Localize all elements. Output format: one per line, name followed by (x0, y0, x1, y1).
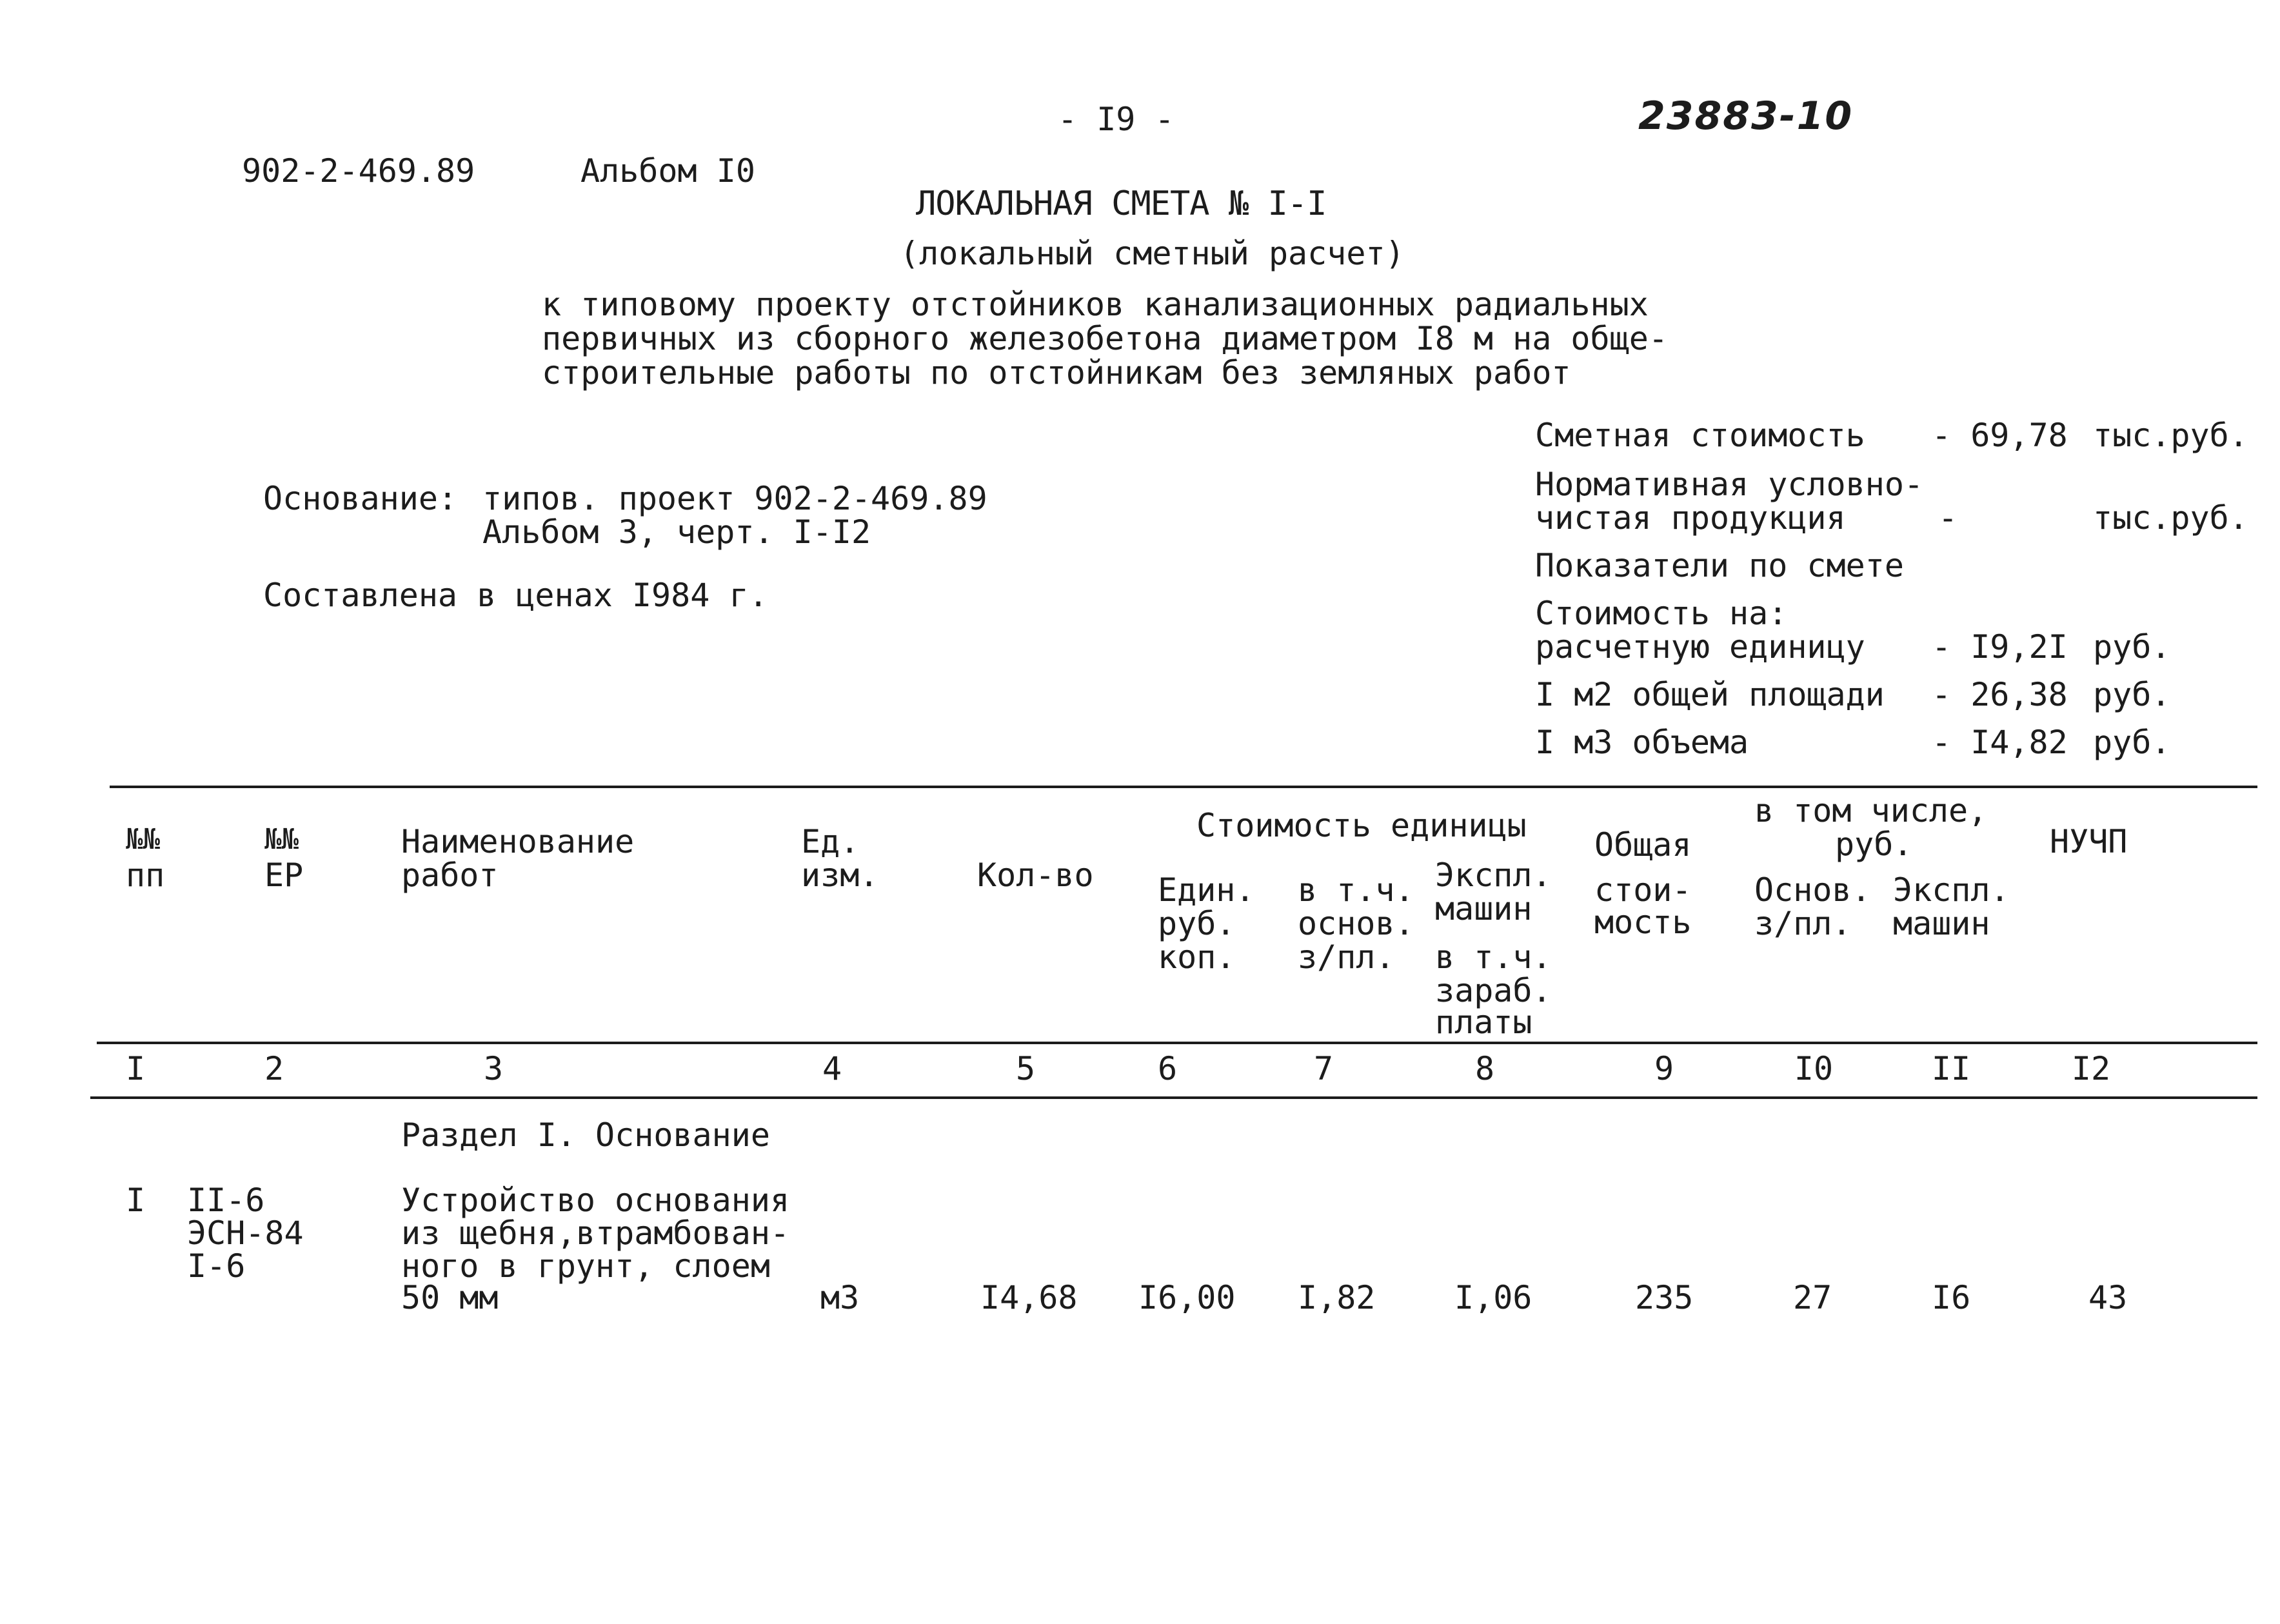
col3-header-line-2: работ (401, 857, 499, 894)
col8-header-line-1: Экспл. (1435, 857, 1552, 894)
row-er-line-2: ЭСН-84 (187, 1214, 304, 1252)
row-number: I (126, 1182, 146, 1219)
row-total-machines: I6 (1932, 1279, 1971, 1316)
normative-label-line-2: чистая продукция (1535, 499, 1846, 537)
col7-header-line-1: в т.ч. (1298, 871, 1414, 909)
normative-unit: тыс.руб. (2093, 499, 2248, 537)
cost-per-label: Стоимость на: (1535, 595, 1788, 632)
col6-header-line-2: руб. (1158, 905, 1236, 942)
col5-header: Кол-во (977, 857, 1094, 894)
col2-header-line-1: №№ (264, 823, 299, 856)
row-total-salary: 27 (1793, 1279, 1832, 1316)
col11-header-line-2: машин (1893, 905, 1990, 942)
col10-header-line-1: Основ. (1754, 871, 1871, 909)
column-number: 6 (1157, 1050, 1178, 1087)
table-numbers-rule (90, 1096, 2257, 1099)
col9-header-line-2: стои- (1594, 871, 1692, 909)
col12-header: НУЧП (2050, 823, 2128, 860)
indicators-label: Показатели по смете (1535, 547, 1904, 584)
unit-cost-group-header: Стоимость единицы (1196, 807, 1527, 844)
col6-header-line-1: Един. (1158, 871, 1255, 909)
row-nuchp: 43 (2088, 1279, 2128, 1316)
column-number: 8 (1474, 1050, 1495, 1087)
estimated-cost-label: Сметная стоимость (1535, 417, 1865, 454)
incl-group-header-line-2: руб. (1835, 826, 1913, 863)
row-name-line-4: 50 мм (401, 1279, 499, 1316)
row-name-line-2: из щебня,втрамбован- (401, 1214, 790, 1252)
normative-label-line-1: Нормативная условно- (1535, 466, 1924, 503)
unit-cost-label: расчетную единицу (1535, 628, 1865, 666)
estimate-description-line-1: к типовому проекту отстойников канализационных радиальных (542, 286, 1649, 323)
table-top-rule (110, 786, 2257, 788)
col8-header-line-2: машин (1435, 890, 1532, 927)
table-header-rule (97, 1042, 2257, 1044)
column-number: 9 (1654, 1050, 1674, 1087)
col6-header-line-3: коп. (1158, 938, 1236, 976)
row-unit-cost: I6,00 (1138, 1279, 1236, 1316)
column-number: 4 (822, 1050, 842, 1087)
column-number: II (1931, 1050, 1971, 1087)
section-title: Раздел I. Основание (401, 1116, 770, 1154)
col2-header-line-2: ЕР (264, 857, 304, 894)
estimated-cost-unit: тыс.руб. (2093, 417, 2248, 454)
column-number: 5 (1015, 1050, 1036, 1087)
page-number: - I9 - (1058, 101, 1175, 138)
row-machine-cost: I,06 (1454, 1279, 1532, 1316)
area-cost-label: I м2 общей площади (1535, 676, 1885, 713)
column-number: 3 (483, 1050, 504, 1087)
row-name-line-1: Устройство основания (401, 1182, 790, 1219)
col10-header-line-2: з/пл. (1754, 905, 1852, 942)
area-cost-unit: руб. (2093, 676, 2171, 713)
estimated-cost-value: - 69,78 (1932, 417, 2068, 454)
unit-cost-unit: руб. (2093, 628, 2171, 666)
unit-cost-value: - I9,2I (1932, 628, 2068, 666)
col7-header-line-3: з/пл. (1298, 938, 1395, 976)
estimate-description-line-3: строительные работы по отстойникам без земляных работ (542, 354, 1571, 391)
volume-cost-label: I м3 объема (1535, 724, 1749, 761)
incl-group-header-line-1: в том числе, (1754, 792, 1988, 829)
col3-header-line-1: Наименование (401, 823, 635, 860)
normative-value: - (1938, 499, 1958, 537)
column-number: I0 (1794, 1050, 1834, 1087)
col8-header-line-5: платы (1435, 1004, 1532, 1041)
col4-header-line-2: изм. (801, 857, 879, 894)
volume-cost-unit: руб. (2093, 724, 2171, 761)
row-er-line-3: I-6 (187, 1247, 246, 1285)
handwritten-document-number: 23883-10 (1638, 94, 1854, 139)
column-number: 7 (1313, 1050, 1334, 1087)
col1-header-line-1: №№ (126, 823, 160, 856)
project-code: 902-2-469.89 (242, 152, 475, 190)
row-quantity: I4,68 (980, 1279, 1078, 1316)
album-label: Альбом I0 (580, 152, 755, 190)
col4-header-line-1: Ед. (801, 823, 860, 860)
column-number: 2 (264, 1050, 284, 1087)
estimate-title: ЛОКАЛЬНАЯ СМЕТА № I-I (916, 184, 1327, 223)
col8-header-line-3: в т.ч. (1435, 938, 1552, 976)
column-number: I2 (2071, 1050, 2111, 1087)
row-er-line-1: II-6 (187, 1182, 265, 1219)
volume-cost-value: - I4,82 (1932, 724, 2068, 761)
col11-header-line-1: Экспл. (1893, 871, 2010, 909)
col9-header-line-1: Общая (1594, 826, 1692, 864)
row-base-salary: I,82 (1298, 1279, 1376, 1316)
row-unit: м3 (820, 1279, 860, 1316)
basis-album-drawing: Альбом 3, черт. I-I2 (482, 513, 871, 551)
estimate-subtitle: (локальный сметный расчет) (900, 235, 1405, 272)
col7-header-line-2: основ. (1298, 905, 1414, 942)
basis-label: Основание: (263, 480, 458, 517)
estimate-description-line-2: первичных из сборного железобетона диаметром I8 м на обще- (542, 320, 1668, 357)
column-number: I (125, 1050, 146, 1087)
col8-header-line-4: зараб. (1435, 972, 1552, 1009)
row-total-cost: 235 (1635, 1279, 1694, 1316)
basis-project: типов. проект 902-2-469.89 (482, 480, 987, 517)
row-name-line-3: ного в грунт, слоем (401, 1247, 770, 1285)
prices-year: Составлена в ценах I984 г. (263, 577, 768, 614)
col9-header-line-3: мость (1594, 904, 1692, 941)
col1-header-line-2: пп (126, 857, 165, 894)
area-cost-value: - 26,38 (1932, 676, 2068, 713)
